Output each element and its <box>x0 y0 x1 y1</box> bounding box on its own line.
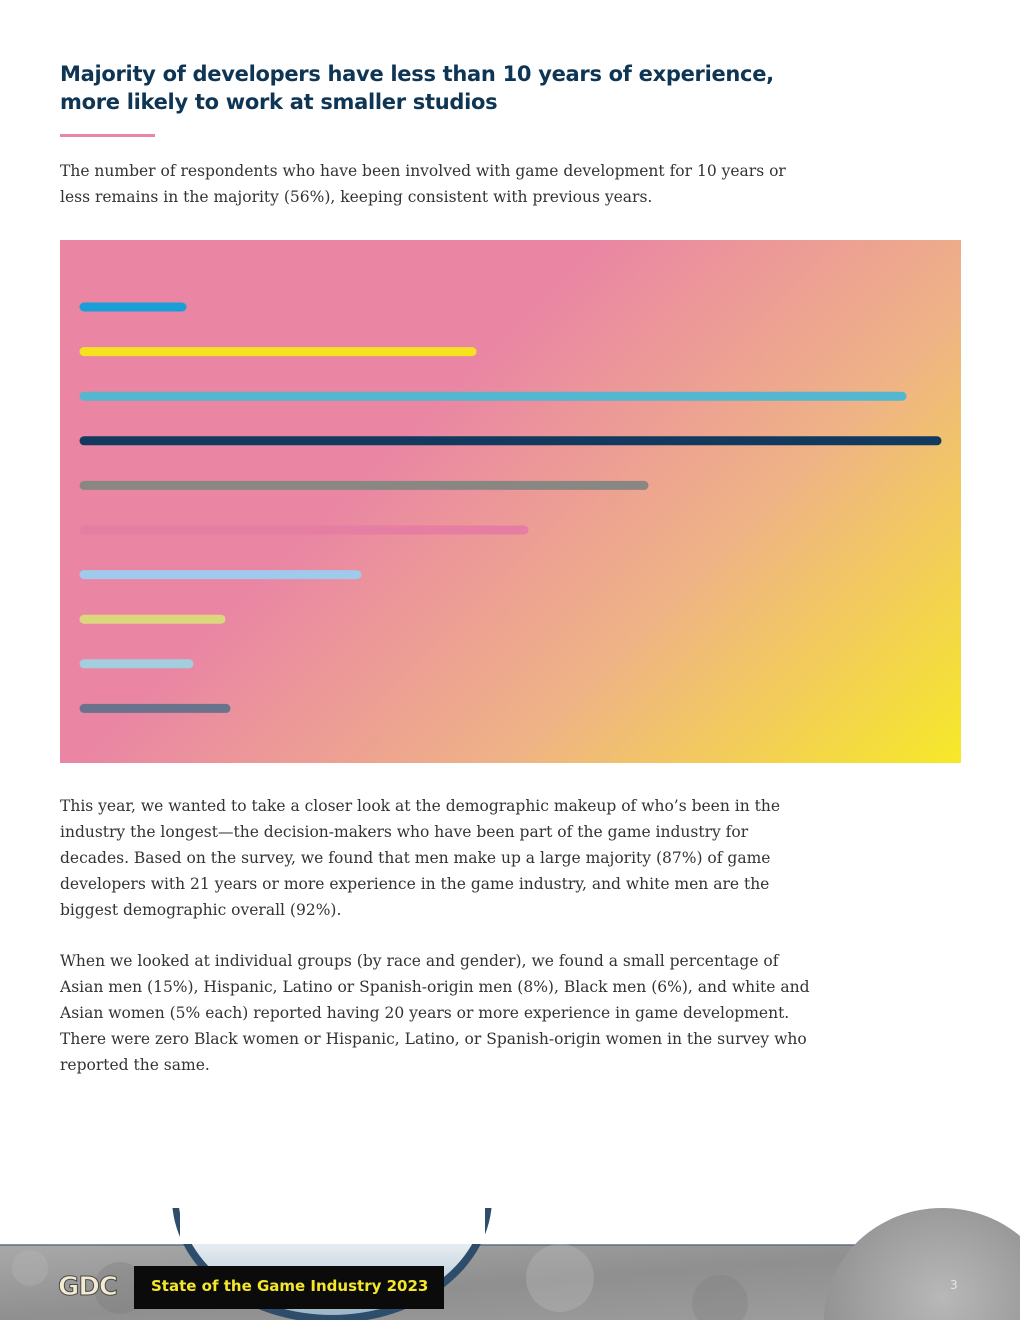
experience-bar-chart <box>60 240 961 763</box>
report-title: State of the Game Industry 2023 <box>151 1277 429 1295</box>
gdc-logo: GDC <box>58 1272 118 1302</box>
groups-paragraph: When we looked at individual groups (by race and gender), we found a small percentage of Asian men (15%), Hispanic, Latino or Spanish-origin men (8%), Black men (6%), and white and Asian women (5% each) reported having 20 years or more experience in game development. There were zero Black women or Hispanic, Latino, or Spanish-origin women in the survey who reported the same. <box>60 952 810 1074</box>
intro-paragraph: The number of respondents who have been involved with game development for 10 years or less remains in the majority (56%), keeping consistent with previous years. <box>60 162 786 206</box>
demographics-paragraph: This year, we wanted to take a closer look at the demographic makeup of who’s been in the industry the longest—the decision-makers who have been part of the game industry for decades. Based on the survey, we found that men make up a large majority (87%) of game developers with 21 years or more experience in the game industry, and white men are the biggest demographic overall (92%). <box>60 797 781 919</box>
page-footer <box>0 1208 1020 1320</box>
page-title: Majority of developers have less than 10 years of experience, more likely to work at smaller studios <box>60 62 774 114</box>
report-title-box <box>134 1266 444 1309</box>
title-underline <box>60 134 155 137</box>
page-number: 3 <box>950 1278 958 1292</box>
experience-chart <box>60 240 961 763</box>
